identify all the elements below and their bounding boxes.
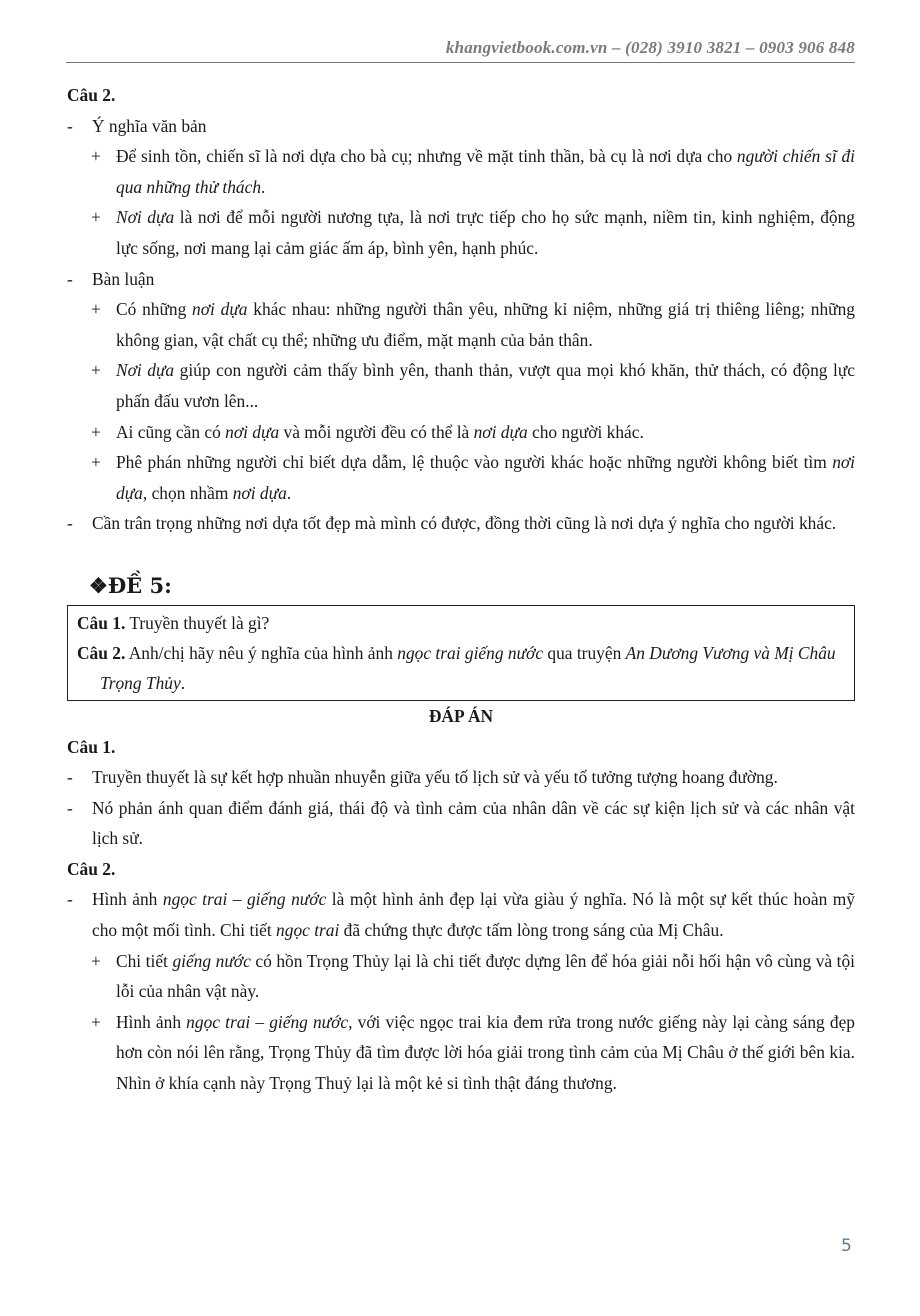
italic-text: ngọc trai giếng nước [397,642,544,663]
text-run: Anh/chị hãy nêu ý nghĩa của hình ảnh [125,642,398,663]
plus-bullet-icon: + [91,950,101,971]
italic-text: nơi dựa [225,421,280,442]
header-contact: khangvietbook.com.vn – (028) 3910 3821 – 0903 906 848 [445,38,855,57]
italic-text: Nơi dựa [116,360,175,381]
italic-text: nơi dựa [192,299,248,320]
text-run: . [180,672,186,693]
section-heading [67,732,855,763]
dash-bullet-icon: - [67,268,73,289]
italic-text: nơi dựa [473,421,528,442]
answer-title: ĐÁP ÁN [428,705,494,726]
bullet-item [67,762,855,793]
plus-bullet-icon: + [91,421,101,442]
text-run: với việc ngọc trai kia đem rửa trong nước giếng này lại càng sáng đẹp hơn còn nói lên rằng, Trọng Thủy đã tìm được lời hóa giải trong tình cảm của Mị Châu ở thế giới bên kia. Nhìn ở khía cạnh này Trọng Thuỷ lại là một kẻ si tình thật đáng thương. [116,1011,855,1094]
sub-bullet-item [67,141,855,202]
text-run: qua truyện [543,642,626,663]
italic-text: nơi dựa [116,452,855,503]
section-heading [67,854,855,885]
text-run: Hình ảnh [92,889,163,910]
dash-bullet-icon: - [67,513,73,534]
plus-bullet-icon: + [91,452,101,473]
text-run: . [286,482,292,503]
text-run: Câu 2. [67,858,116,879]
text-run: Câu 2. [67,85,116,105]
text-run: Nó phản ánh quan điểm đánh giá, thái độ và tình cảm của nhân dân về các sự kiện lịch sử và các nhân vật lịch sử. [92,797,855,849]
text-run: Bàn luận [92,268,155,289]
text-run: Cần trân trọng những nơi dựa tốt đẹp mà mình có được, đồng thời cũng là nơi dựa ý nghĩa cho người khác. [92,513,837,534]
text-run: Câu 1. [67,736,116,757]
text-run: Ý nghĩa văn bản [92,115,207,136]
italic-text: ngọc trai – giếng nước, [186,1011,353,1032]
sub-bullet-item [67,202,855,263]
text-run: Ai cũng cần có [116,421,226,442]
plus-bullet-icon: + [91,360,101,381]
bullet-item [67,111,855,142]
dash-bullet-icon: - [67,115,73,136]
section-heading [67,80,855,111]
text-run: cho người khác. [527,421,644,442]
question-label: Câu 2. [77,642,126,663]
sub-bullet-item [67,355,855,416]
bullet-item [67,264,855,295]
text-run: Chi tiết [116,950,173,971]
text-run: và mỗi người đều có thể là [279,421,474,442]
text-run: Phê phán những người chỉ biết dựa dẫm, lệ thuộc vào người khác hoặc những người không biết tìm [116,452,833,473]
page-number: 5 [841,1236,852,1256]
text-run: , chọn nhầm [142,482,233,503]
page-header [66,38,855,63]
plus-bullet-icon: + [91,207,101,228]
text-run: đã chứng thực được tấm lòng trong sáng của Mị Châu. [339,920,724,941]
sub-bullet-item [67,447,855,508]
question-label: Câu 1. [77,612,126,633]
text-run: Truyền thuyết là sự kết hợp nhuần nhuyễn giữa yếu tố lịch sử và yếu tố tưởng tượng hoang đường. [92,767,778,788]
sub-bullet-item [67,946,855,1007]
text-run: Để sinh tồn, chiến sĩ là nơi dựa cho bà cụ; nhưng về mặt tinh thần, bà cụ là nơi dựa cho [116,146,737,167]
italic-text: ngọc trai – giếng nước [162,889,327,910]
text-run: là một hình ảnh đẹp lại vừa giàu ý nghĩa. Nó là một sự kết thúc hoàn mỹ cho một mối tình. Chi tiết [92,889,855,941]
dash-bullet-icon: - [67,767,73,788]
text-run: là nơi để mỗi người nương tựa, là nơi trực tiếp cho họ sức mạnh, niềm tin, kinh nghiệm, động lực sống, nơi mang lại cảm giác ấm áp, bình yên, hạnh phúc. [116,207,855,258]
text-run: Có những [116,299,193,320]
answer-section [67,732,855,1099]
sub-bullet-item [67,294,855,355]
question-item [77,608,845,638]
italic-text: Nơi dựa [116,207,175,228]
sub-bullet-item [67,417,855,448]
page-content [67,80,855,1099]
italic-text: ngọc trai [276,920,340,941]
plus-bullet-icon: + [91,146,101,167]
bullet-item [67,884,855,945]
italic-text: giếng nước [172,950,251,971]
text-run: giúp con người cảm thấy bình yên, thanh thản, vượt qua mọi khó khăn, thử thách, có động lực phấn đấu vươn lên... [116,360,855,411]
answer-section-previous [67,80,855,539]
text-run: Truyền thuyết là gì? [125,612,270,633]
question-item [77,638,845,698]
sub-bullet-item [67,1007,855,1099]
italic-text: người chiến sĩ đi qua những thử thách [116,146,855,197]
exam-title: ĐỀ 5: [107,572,172,598]
italic-text: An Dương Vương và Mị Châu Trọng Thủy [100,642,836,693]
text-run: khác nhau: những người thân yêu, những kỉ niệm, những giá trị thiêng liêng; những không gian, vật chất cụ thể; những ưu điểm, mặt mạnh của bản thân. [116,299,855,350]
exam-heading [89,569,855,603]
bullet-item [67,793,855,854]
text-run: . [261,176,266,197]
dash-bullet-icon: - [67,797,73,818]
plus-bullet-icon: + [91,1011,101,1032]
text-run: có hồn Trọng Thủy lại là chi tiết được dựng lên để hóa giải nỗi hối hận vô cùng và tội lỗi của nhân vật này. [116,950,856,1002]
italic-text: nơi dựa [232,482,287,503]
plus-bullet-icon: + [91,299,101,320]
bullet-item [67,508,855,539]
text-run: Hình ảnh [116,1011,187,1032]
question-box [67,605,855,701]
diamond-cluster-icon: ❖ [89,572,108,598]
dash-bullet-icon: - [67,889,73,910]
